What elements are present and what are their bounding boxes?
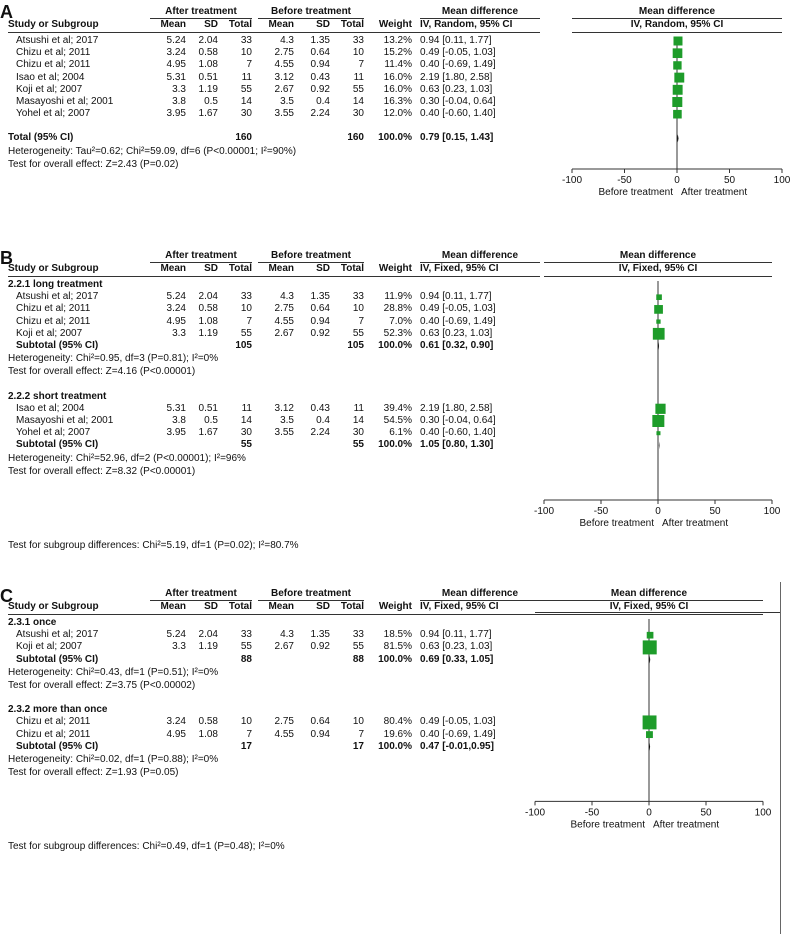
subtotal-weight: 100.0% [378, 439, 412, 451]
x-tick-label: -50 [593, 506, 609, 517]
cell-at: 30 [240, 108, 252, 120]
cell-am: 3.8 [172, 96, 186, 107]
cell-ci: 0.63 [0.23, 1.03] [420, 327, 493, 339]
panel-frame-top [535, 612, 780, 613]
forest-plot [562, 0, 792, 209]
header-mean-difference: Mean difference [441, 250, 519, 261]
subgroup-name: 2.3.2 more than once [8, 704, 108, 716]
cell-at: 7 [246, 315, 252, 327]
cell-study: Chizu et al; 2011 [16, 303, 91, 315]
cell-bt: 33 [352, 291, 364, 303]
cell-asd: 2.04 [198, 35, 218, 46]
cell-am: 3.95 [166, 427, 186, 439]
cell-bm: 3.55 [274, 108, 294, 120]
column-header-weight: Weight [378, 601, 412, 612]
cell-ci: 0.63 [0.23, 1.03] [420, 641, 493, 653]
subtotal-before-total: 105 [347, 340, 364, 351]
cell-asd: 0.51 [198, 402, 218, 414]
cell-ci: 0.40 [-0.69, 1.49] [420, 59, 496, 71]
cell-w: 28.8% [383, 303, 412, 315]
cell-w: 54.5% [383, 415, 412, 426]
cell-at: 10 [240, 303, 252, 315]
effect-marker [673, 37, 682, 46]
cell-at: 33 [240, 629, 252, 641]
cell-study: Atsushi et al; 2017 [16, 629, 99, 641]
heterogeneity-text: Heterogeneity: Chi²=0.43, df=1 (P=0.51); I²=0% [8, 666, 219, 678]
cell-bsd: 0.92 [310, 83, 330, 95]
subtotal-after-total: 160 [235, 132, 252, 144]
cell-bsd: 0.64 [310, 303, 330, 315]
subtotal-before-total: 55 [352, 439, 364, 451]
x-tick-label: 100 [763, 506, 781, 517]
cell-bm: 3.5 [280, 96, 294, 107]
cell-ci: 2.19 [1.80, 2.58] [420, 402, 493, 414]
cell-asd: 1.08 [198, 315, 218, 327]
cell-study: Yohel et al; 2007 [16, 108, 91, 120]
cell-bm: 2.67 [274, 641, 294, 653]
subtotal-ci: 0.61 [0.32, 0.90] [420, 340, 494, 351]
cell-asd: 2.04 [198, 629, 218, 641]
subgroup-name: 2.2.1 long treatment [8, 279, 103, 290]
cell-am: 5.31 [166, 71, 186, 83]
x-tick-label: -100 [561, 175, 583, 186]
x-tick-label: 0 [674, 175, 680, 186]
cell-asd: 0.58 [198, 303, 218, 315]
cell-am: 5.24 [166, 291, 186, 303]
header-mean-difference: Mean difference [441, 6, 519, 17]
column-header-method: IV, Fixed, 95% CI [420, 263, 499, 274]
cell-at: 14 [240, 96, 252, 107]
cell-bm: 4.55 [274, 728, 294, 740]
axis-right-label: After treatment [653, 819, 720, 831]
cell-asd: 1.67 [198, 108, 218, 120]
cell-ci: 0.94 [0.11, 1.77] [420, 35, 492, 46]
column-header-total: Total [340, 19, 364, 30]
cell-w: 12.0% [383, 108, 412, 120]
cell-bt: 7 [358, 315, 364, 327]
subgroup-name: 2.2.2 short treatment [8, 390, 107, 402]
column-header-study: Study or Subgroup [8, 601, 99, 612]
cell-bt: 14 [352, 96, 364, 107]
cell-bt: 14 [352, 415, 364, 426]
column-header-mean: Mean [268, 19, 294, 30]
cell-at: 33 [240, 291, 252, 303]
cell-bt: 10 [352, 47, 364, 59]
table-header-rule [8, 614, 540, 615]
subtotal-ci: 0.47 [-0.01,0.95] [420, 740, 494, 752]
subtotal-weight: 100.0% [378, 340, 412, 351]
cell-asd: 1.19 [198, 83, 218, 95]
cell-am: 4.95 [166, 59, 186, 71]
axis-left-label: Before treatment [570, 819, 645, 831]
subtotal-label: Subtotal (95% CI) [16, 653, 99, 665]
cell-bsd: 0.4 [316, 96, 330, 107]
panel-label: B [0, 248, 13, 268]
cell-bt: 10 [352, 716, 364, 728]
effect-marker [656, 294, 662, 300]
x-tick-label: -50 [584, 807, 600, 819]
cell-study: Chizu et al; 2011 [16, 716, 91, 728]
overall-effect-text: Test for overall effect: Z=4.16 (P<0.00001) [8, 366, 196, 378]
cell-asd: 1.08 [198, 728, 218, 740]
header-plot-title: Mean difference [638, 6, 716, 17]
axis-right-label: After treatment [681, 187, 748, 198]
cell-at: 55 [240, 641, 252, 653]
effect-marker [655, 404, 665, 414]
cell-at: 7 [246, 59, 252, 71]
subtotal-after-total: 105 [235, 340, 252, 351]
cell-study: Masayoshi et al; 2001 [16, 415, 114, 426]
column-header-mean: Mean [268, 263, 294, 274]
column-header-mean: Mean [160, 263, 186, 274]
header-mean-difference: Mean difference [441, 588, 519, 599]
cell-w: 16.0% [383, 83, 412, 95]
cell-am: 5.24 [166, 35, 186, 46]
cell-am: 3.95 [166, 108, 186, 120]
subgroup-differences-text: Test for subgroup differences: Chi²=0.49, df=1 (P=0.48); I²=0% [8, 841, 285, 853]
effect-marker [643, 640, 657, 654]
cell-study: Atsushi et al; 2017 [16, 291, 99, 303]
panel-label: A [0, 2, 13, 22]
cell-study: Koji et al; 2007 [16, 641, 83, 653]
cell-w: 6.1% [389, 427, 412, 439]
cell-ci: 0.40 [-0.69, 1.49] [420, 315, 496, 327]
cell-w: 11.9% [384, 291, 412, 303]
axis-right-label: After treatment [662, 518, 729, 529]
cell-w: 52.3% [383, 327, 412, 339]
heterogeneity-text: Heterogeneity: Chi²=52.96, df=2 (P<0.00001); I²=96% [8, 452, 246, 464]
cell-bm: 3.12 [274, 71, 294, 83]
cell-am: 4.95 [166, 315, 186, 327]
cell-at: 7 [246, 728, 252, 740]
header-plot-title: Mean difference [619, 250, 697, 261]
column-header-study: Study or Subgroup [8, 263, 99, 274]
cell-w: 80.4% [383, 716, 412, 728]
cell-bsd: 2.24 [310, 108, 330, 120]
cell-study: Masayoshi et al; 2001 [16, 96, 114, 107]
column-header-mean: Mean [160, 601, 186, 612]
column-header-total: Total [340, 263, 364, 274]
cell-am: 3.3 [172, 83, 186, 95]
column-header-mean: Mean [268, 601, 294, 612]
cell-am: 5.24 [166, 629, 186, 641]
cell-bsd: 0.64 [310, 47, 330, 59]
header-after-treatment: After treatment [165, 250, 237, 261]
cell-bt: 30 [352, 427, 364, 439]
cell-w: 81.5% [383, 641, 412, 653]
cell-bsd: 0.94 [310, 728, 330, 740]
cell-study: Isao et al; 2004 [16, 71, 85, 83]
cell-bt: 33 [352, 35, 364, 46]
subtotal-after-total: 17 [240, 740, 252, 752]
cell-study: Isao et al; 2004 [16, 402, 85, 414]
column-header-sd: SD [316, 601, 330, 612]
cell-study: Koji et al; 2007 [16, 83, 83, 95]
header-before-treatment: Before treatment [270, 250, 352, 261]
axis-left-label: Before treatment [598, 187, 673, 198]
cell-study: Atsushi et al; 2017 [16, 35, 99, 46]
cell-bm: 2.75 [274, 47, 294, 59]
cell-study: Chizu et al; 2011 [16, 728, 91, 740]
cell-w: 16.0% [383, 71, 412, 83]
cell-at: 55 [240, 327, 252, 339]
effect-marker [652, 415, 664, 427]
column-header-weight: Weight [378, 263, 412, 274]
cell-bsd: 0.92 [310, 641, 330, 653]
x-tick-label: 0 [646, 807, 652, 819]
cell-ci: 0.40 [-0.60, 1.40] [420, 427, 496, 439]
subtotal-before-total: 160 [347, 132, 364, 144]
table-header-rule [8, 276, 540, 277]
cell-bsd: 1.35 [310, 291, 330, 303]
subgroup-name: 2.3.1 once [8, 617, 57, 628]
cell-bm: 4.3 [280, 35, 294, 46]
cell-ci: 0.94 [0.11, 1.77] [420, 629, 492, 641]
cell-bm: 3.55 [274, 427, 294, 439]
cell-w: 16.3% [383, 96, 412, 107]
cell-ci: 0.49 [-0.05, 1.03] [420, 303, 496, 315]
subtotal-ci: 1.05 [0.80, 1.30] [420, 439, 494, 451]
cell-bsd: 0.94 [310, 59, 330, 71]
column-header-total: Total [228, 263, 252, 274]
cell-am: 3.24 [166, 47, 186, 59]
table-header-rule [8, 32, 540, 33]
cell-bsd: 0.64 [310, 716, 330, 728]
cell-w: 19.6% [383, 728, 412, 740]
cell-study: Chizu et al; 2011 [16, 47, 91, 59]
column-header-total: Total [228, 601, 252, 612]
forest-plot [534, 244, 782, 540]
cell-asd: 1.67 [198, 427, 218, 439]
effect-marker [643, 715, 657, 729]
cell-bm: 4.55 [274, 59, 294, 71]
cell-ci: 0.94 [0.11, 1.77] [420, 291, 492, 303]
cell-bm: 2.67 [274, 83, 294, 95]
effect-marker [672, 97, 682, 107]
column-header-study: Study or Subgroup [8, 19, 99, 30]
effect-marker [646, 731, 653, 738]
subtotal-label: Total (95% CI) [8, 132, 74, 144]
cell-am: 3.24 [166, 303, 186, 315]
cell-w: 7.0% [389, 315, 412, 327]
heterogeneity-text: Heterogeneity: Chi²=0.95, df=3 (P=0.81); I²=0% [8, 353, 219, 365]
cell-ci: 0.40 [-0.60, 1.40] [420, 108, 496, 120]
header-before-treatment: Before treatment [270, 588, 352, 599]
effect-marker [656, 319, 660, 323]
cell-bt: 11 [353, 402, 364, 414]
column-header-method: IV, Fixed, 95% CI [420, 601, 499, 612]
column-header-method: IV, Random, 95% CI [420, 19, 513, 30]
cell-asd: 0.51 [198, 71, 218, 83]
cell-asd: 0.5 [204, 96, 218, 107]
cell-bsd: 0.43 [310, 71, 330, 83]
subgroup-differences-text: Test for subgroup differences: Chi²=5.19, df=1 (P=0.02); I²=80.7% [8, 540, 299, 551]
subtotal-after-total: 55 [240, 439, 252, 451]
header-plot-method: IV, Random, 95% CI [630, 19, 724, 30]
overall-effect-text: Test for overall effect: Z=8.32 (P<0.00001) [8, 465, 196, 477]
effect-marker [654, 305, 663, 314]
pooled-diamond [659, 441, 660, 449]
cell-am: 5.31 [166, 402, 186, 414]
subtotal-label: Subtotal (95% CI) [16, 740, 99, 752]
cell-bt: 33 [352, 629, 364, 641]
x-tick-label: -50 [617, 175, 632, 186]
cell-asd: 2.04 [198, 291, 218, 303]
cell-ci: 0.49 [-0.05, 1.03] [420, 47, 496, 59]
cell-am: 3.8 [172, 415, 186, 426]
cell-at: 11 [241, 71, 252, 83]
heterogeneity-text: Heterogeneity: Chi²=0.02, df=1 (P=0.88); I²=0% [8, 754, 219, 765]
x-tick-label: 100 [773, 175, 791, 186]
effect-marker [673, 48, 683, 58]
cell-asd: 0.58 [198, 716, 218, 728]
cell-bm: 2.67 [274, 327, 294, 339]
effect-marker [656, 431, 660, 435]
cell-bsd: 0.4 [316, 415, 330, 426]
cell-bt: 30 [352, 108, 364, 120]
subtotal-label: Subtotal (95% CI) [16, 340, 99, 351]
cell-at: 14 [240, 415, 252, 426]
subtotal-ci: 0.79 [0.15, 1.43] [420, 132, 494, 144]
cell-ci: 0.30 [-0.04, 0.64] [420, 415, 496, 426]
cell-asd: 0.5 [204, 415, 218, 426]
subtotal-label: Subtotal (95% CI) [16, 439, 99, 451]
cell-bm: 3.5 [280, 415, 294, 426]
subtotal-weight: 100.0% [378, 132, 412, 144]
cell-at: 55 [240, 83, 252, 95]
cell-study: Chizu et al; 2011 [16, 315, 91, 327]
panel-label: C [0, 586, 13, 606]
cell-bsd: 0.43 [310, 402, 330, 414]
column-header-sd: SD [204, 601, 218, 612]
x-tick-label: 100 [754, 807, 772, 819]
x-tick-label: 0 [655, 506, 661, 517]
cell-at: 11 [241, 402, 252, 414]
overall-effect-text: Test for overall effect: Z=1.93 (P=0.05) [8, 767, 179, 779]
subtotal-weight: 100.0% [378, 653, 412, 665]
subtotal-before-total: 17 [352, 740, 364, 752]
effect-marker [673, 85, 683, 95]
cell-bsd: 0.94 [310, 315, 330, 327]
cell-asd: 1.19 [198, 327, 218, 339]
cell-bm: 4.3 [280, 629, 294, 641]
effect-marker [674, 73, 684, 83]
cell-at: 10 [240, 716, 252, 728]
cell-ci: 2.19 [1.80, 2.58] [420, 71, 493, 83]
column-header-sd: SD [316, 19, 330, 30]
axis-left-label: Before treatment [579, 518, 654, 529]
x-tick-label: 50 [709, 506, 721, 517]
column-header-sd: SD [316, 263, 330, 274]
effect-marker [673, 61, 681, 69]
cell-bt: 55 [352, 327, 364, 339]
cell-bt: 7 [358, 59, 364, 71]
effect-marker [647, 632, 654, 639]
header-before-treatment: Before treatment [270, 6, 352, 17]
cell-w: 15.2% [383, 47, 412, 59]
overall-effect-text: Test for overall effect: Z=2.43 (P=0.02) [8, 158, 179, 170]
cell-at: 33 [240, 35, 252, 46]
cell-asd: 0.58 [198, 47, 218, 59]
cell-bm: 3.12 [274, 402, 294, 414]
cell-bsd: 2.24 [310, 427, 330, 439]
cell-ci: 0.30 [-0.04, 0.64] [420, 96, 496, 107]
cell-bsd: 1.35 [310, 35, 330, 46]
x-tick-label: 50 [700, 807, 712, 819]
cell-w: 18.5% [383, 629, 412, 641]
subtotal-after-total: 88 [240, 653, 252, 665]
heterogeneity-text: Heterogeneity: Tau²=0.62; Chi²=59.09, df=6 (P<0.00001; I²=90%) [8, 145, 297, 157]
cell-ci: 0.63 [0.23, 1.03] [420, 83, 493, 95]
cell-study: Chizu et al; 2011 [16, 59, 91, 71]
cell-study: Yohel et al; 2007 [16, 427, 91, 439]
column-header-total: Total [228, 19, 252, 30]
cell-asd: 1.19 [198, 641, 218, 653]
cell-am: 3.24 [166, 716, 186, 728]
forest-plot [525, 582, 773, 841]
cell-bm: 2.75 [274, 303, 294, 315]
cell-ci: 0.40 [-0.69, 1.49] [420, 728, 496, 740]
cell-bm: 4.3 [280, 291, 294, 303]
cell-at: 10 [240, 47, 252, 59]
subtotal-before-total: 88 [352, 653, 364, 665]
cell-bsd: 0.92 [310, 327, 330, 339]
cell-am: 4.95 [166, 728, 186, 740]
cell-bt: 55 [352, 83, 364, 95]
effect-marker [653, 328, 665, 340]
x-tick-label: -100 [533, 506, 555, 517]
cell-w: 13.2% [383, 35, 412, 46]
panel-frame-right [780, 582, 781, 934]
cell-w: 39.4% [383, 402, 412, 414]
cell-asd: 1.08 [198, 59, 218, 71]
cell-bt: 55 [352, 641, 364, 653]
header-after-treatment: After treatment [165, 588, 237, 599]
subtotal-ci: 0.69 [0.33, 1.05] [420, 653, 494, 665]
subtotal-weight: 100.0% [378, 740, 412, 752]
cell-bsd: 1.35 [310, 629, 330, 641]
cell-bt: 7 [358, 728, 364, 740]
cell-bm: 4.55 [274, 315, 294, 327]
column-header-mean: Mean [160, 19, 186, 30]
header-plot-method: IV, Fixed, 95% CI [618, 263, 698, 274]
effect-marker [673, 110, 682, 119]
header-plot-method: IV, Fixed, 95% CI [609, 601, 689, 612]
header-plot-title: Mean difference [610, 588, 688, 599]
column-header-sd: SD [204, 19, 218, 30]
cell-bm: 2.75 [274, 716, 294, 728]
column-header-sd: SD [204, 263, 218, 274]
cell-am: 3.3 [172, 327, 186, 339]
overall-effect-text: Test for overall effect: Z=3.75 (P<0.00002) [8, 680, 196, 691]
cell-w: 11.4% [384, 59, 412, 71]
cell-at: 30 [240, 427, 252, 439]
column-header-total: Total [340, 601, 364, 612]
cell-study: Koji et al; 2007 [16, 327, 83, 339]
cell-bt: 11 [353, 71, 364, 83]
cell-am: 3.3 [172, 641, 186, 653]
header-after-treatment: After treatment [165, 6, 237, 17]
cell-bt: 10 [352, 303, 364, 315]
x-tick-label: -100 [524, 807, 546, 819]
column-header-weight: Weight [378, 19, 412, 30]
x-tick-label: 50 [723, 175, 736, 186]
cell-ci: 0.49 [-0.05, 1.03] [420, 716, 496, 728]
